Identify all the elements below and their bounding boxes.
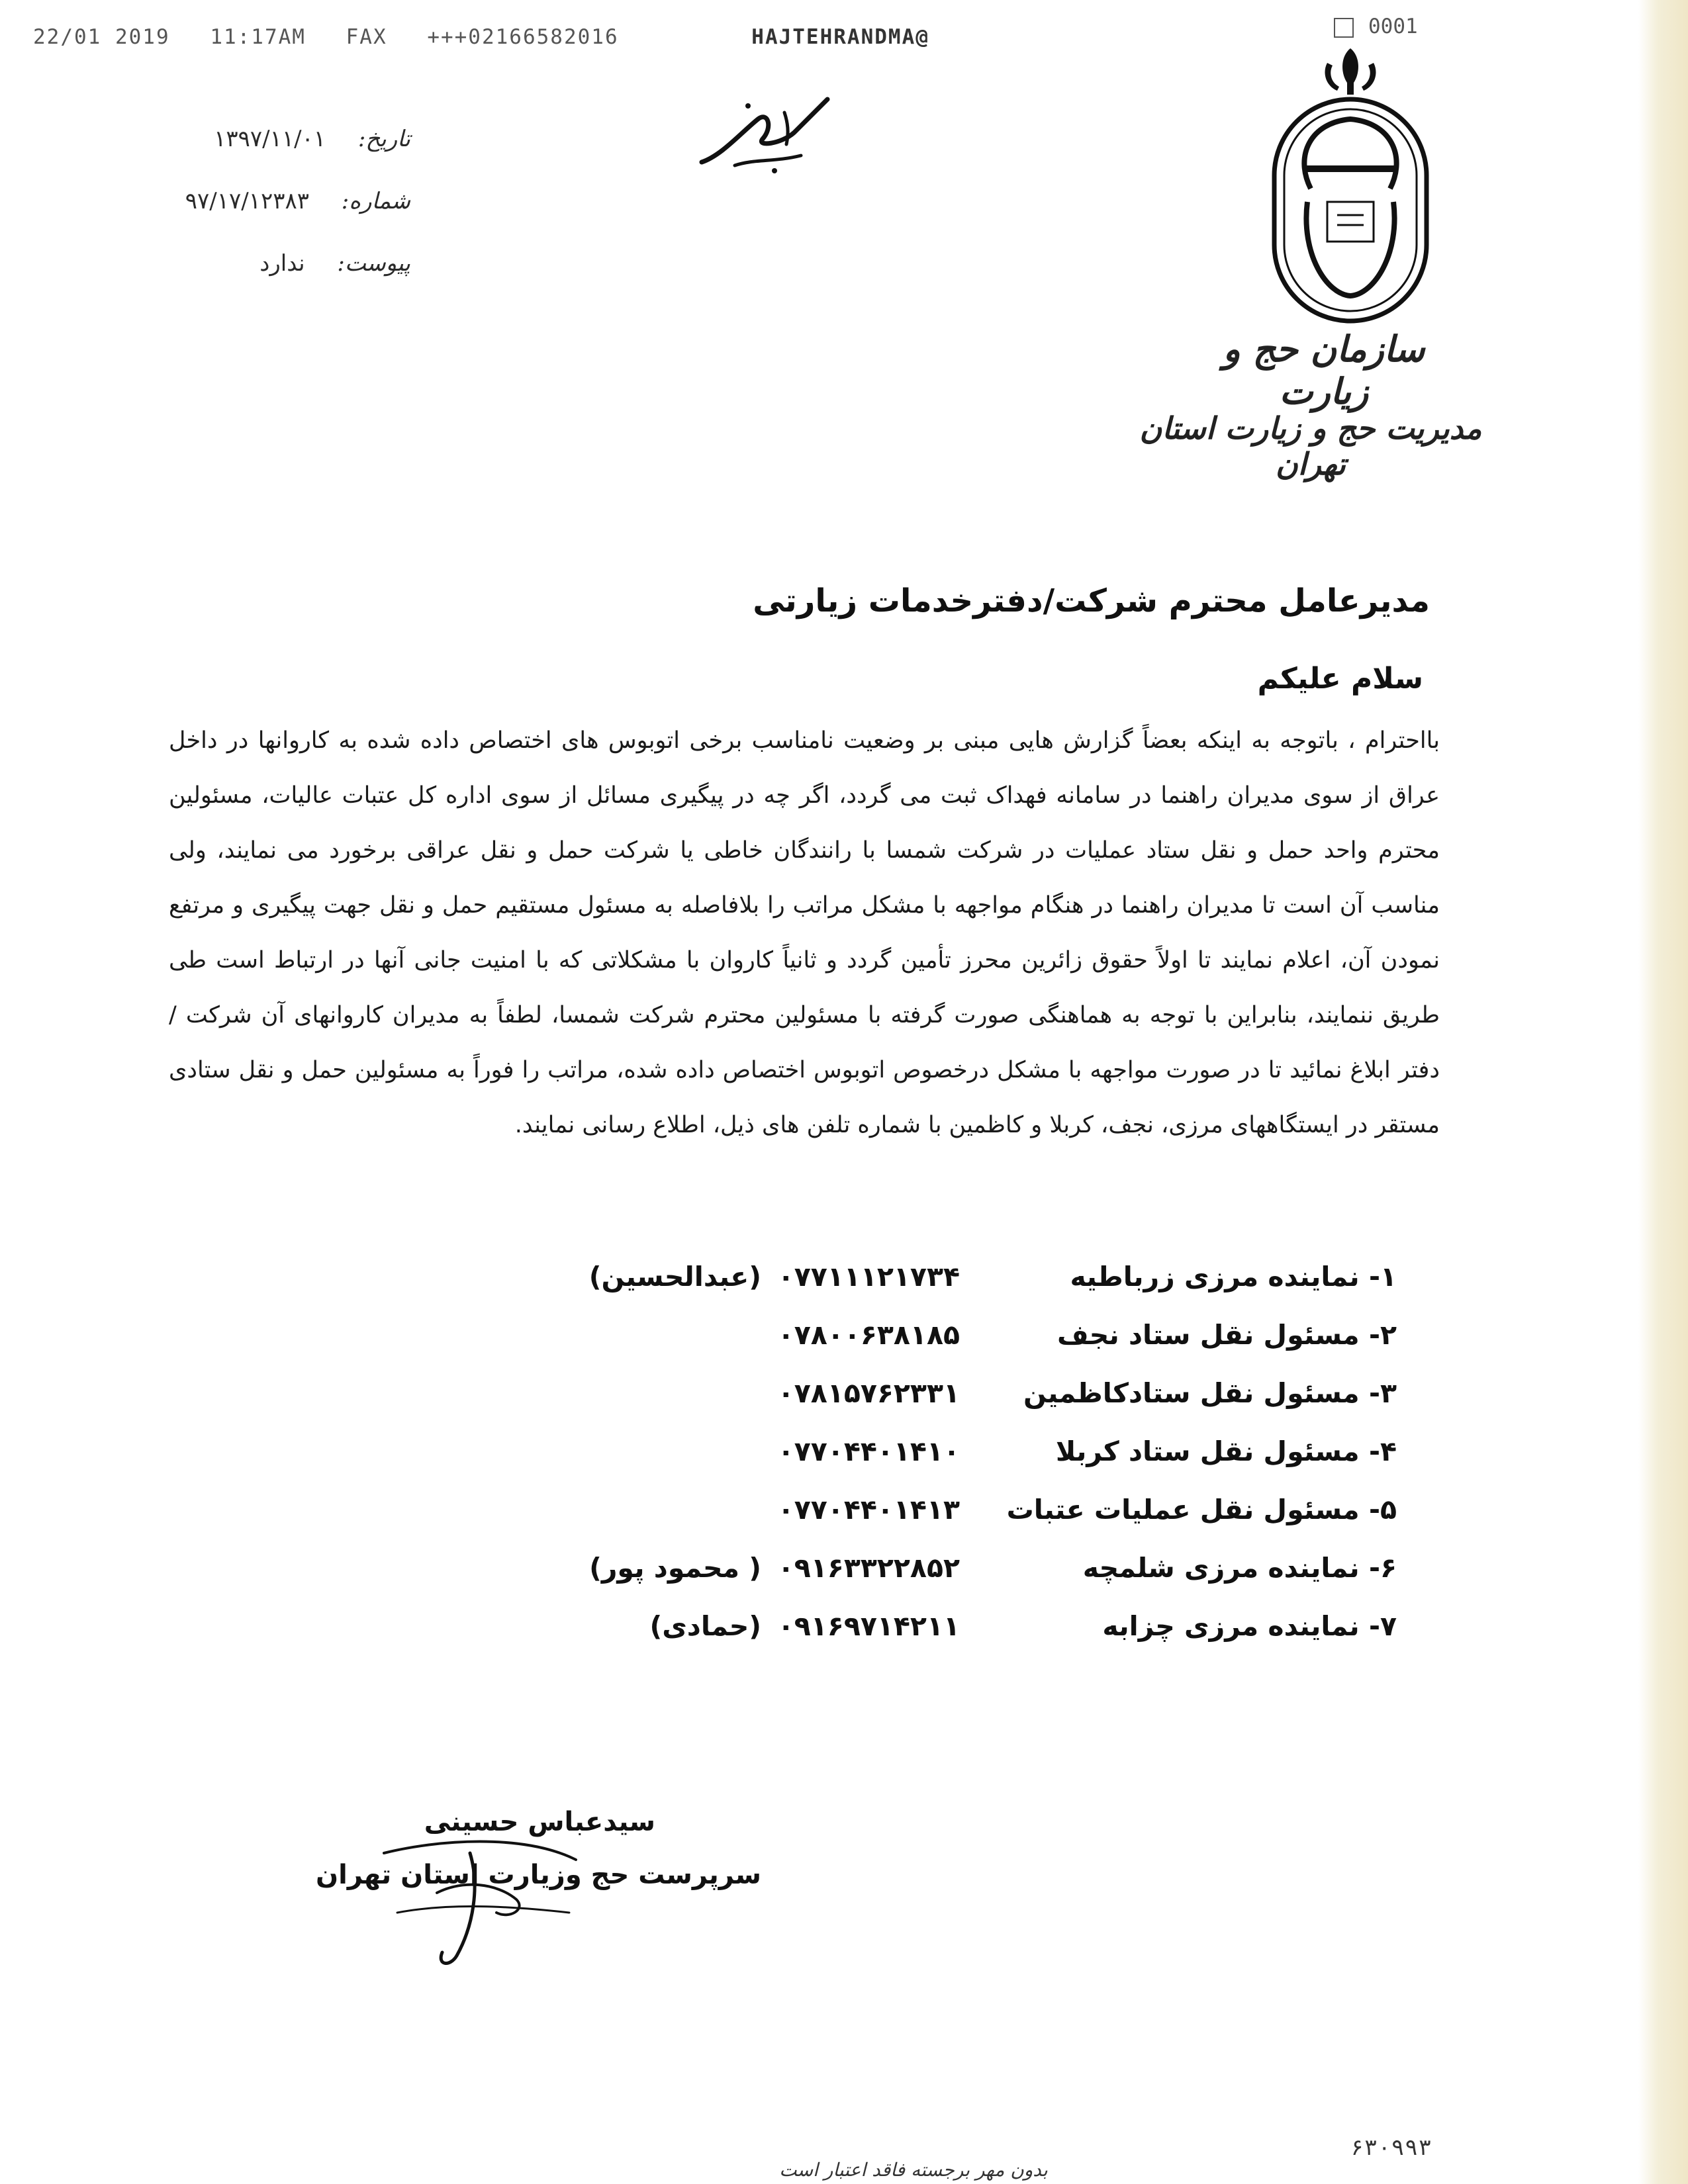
- organization-name: سازمان حج و زیارت: [1223, 328, 1425, 412]
- contact-phone: ۰۷۷۱۱۱۲۱۷۳۴: [777, 1261, 960, 1293]
- fax-header: [33, 25, 956, 49]
- fax-page: 0001: [1368, 15, 1418, 38]
- meta-date: [159, 126, 410, 188]
- contact-item: [516, 1319, 1397, 1377]
- basmala-calligraphy: [695, 93, 841, 179]
- fax-type: FAX: [346, 25, 387, 49]
- contact-phone: ۰۷۷۰۴۴۰۱۴۱۰: [777, 1435, 960, 1467]
- number-label: شماره:: [341, 188, 410, 214]
- attachment-label: پیوست:: [337, 250, 410, 277]
- fax-number: +++02166582016: [427, 25, 619, 49]
- contact-item: [516, 1610, 1397, 1668]
- contact-label: ۷- نماینده مرزی چزابه: [1102, 1610, 1397, 1642]
- footer-note: بدون مهر برجسته فاقد اعتبار است: [779, 2159, 1048, 2181]
- contact-label: ۴- مسئول نقل ستاد کربلا: [1055, 1435, 1397, 1467]
- organization-emblem-icon: [1248, 36, 1453, 328]
- department-name: مدیریت حج و زیارت استان تهران: [1139, 410, 1482, 482]
- signatory-title: سرپرست حج وزیارت استان تهران: [315, 1860, 761, 1890]
- contact-label: ۲- مسئول نقل ستاد نجف: [1056, 1319, 1397, 1351]
- contact-item: [516, 1377, 1397, 1435]
- fax-sender: HAJTEHRANDMA@: [751, 25, 929, 49]
- meta-attachment: [159, 250, 410, 312]
- checkbox-icon: [1334, 18, 1354, 38]
- contact-person: ( محمود پور): [589, 1552, 761, 1584]
- contact-label: ۵- مسئول نقل عملیات عتبات: [1006, 1494, 1397, 1525]
- date-label: تاریخ:: [357, 126, 410, 152]
- contact-phone: ۰۹۱۶۹۷۱۴۲۱۱: [777, 1610, 960, 1642]
- contact-label: ۶- نماینده مرزی شلمچه: [1082, 1552, 1397, 1584]
- handwritten-signature: [357, 1813, 622, 1972]
- contact-item: [516, 1261, 1397, 1319]
- contact-label: ۱- نماینده مرزی زرباطیه: [1070, 1261, 1397, 1293]
- signatory-name: سیدعباس حسینی: [424, 1807, 655, 1837]
- greeting: سلام علیکم: [1257, 662, 1423, 696]
- document-number: ۶۳۰۹۹۳: [1350, 2134, 1432, 2161]
- contact-phone: ۰۹۱۶۳۳۲۲۸۵۲: [777, 1552, 960, 1584]
- contact-person: (حمادی): [649, 1610, 761, 1642]
- contact-item: [516, 1435, 1397, 1494]
- letter-body: بااحترام ، باتوجه به اینکه بعضاً گزارش هایی مبنی بر وضعیت نامناسب برخی اتوبوس های اختصاص داده شده به کاروانها در داخل عراق از سوی مدیران راهنما در سامانه فهداک ثبت می گردد، اگر چه در پیگیری مسائل از سوی اداره کل عتبات عالیات، مسئولین محترم واحد حمل و نقل ستاد عملیات در شرکت شمسا با رانندگان خاطی یا شرکت حمل و نقل عراقی برخورد می نمایند، ولی مناسب آن است تا مدیران راهنما در هنگام مواجهه با مشکل مراتب را بلافاصله به مسئول مستقیم حمل و نقل جهت پیگیری و مرتفع نمودن آن، اعلام نمایند تا اولاً حقوق زائرین محرز تأمین گردد و ثانیاً کاروان با مشکلاتی که با امنیت جانی آنها در ارتباط است طی طریق ننمایند، بنابراین با توجه به هماهنگی صورت گرفته با مسئولین محترم شرکت شمسا، لطفاً به مدیران کاروانهای آن شرکت /دفتر ابلاغ نمائید تا در صورت مواجهه با مشکل درخصوص اتوبوس اختصاص داده شده، مراتب را فوراً به مسئولین حمل و نقل ستادی مستقر در ایستگاههای مرزی، نجف، کربلا و کاظمین با شماره تلفن های ذیل، اطلاع رسانی نمایند.: [169, 727, 1440, 1138]
- contact-phone: ۰۷۸۰۰۶۳۸۱۸۵: [777, 1319, 960, 1351]
- contact-label: ۳- مسئول نقل ستادکاظمین: [1023, 1377, 1397, 1409]
- date-value: ۱۳۹۷/۱۱/۰۱: [214, 126, 326, 152]
- contact-person: (عبدالحسین): [588, 1261, 761, 1293]
- attachment-value: ندارد: [259, 250, 305, 277]
- fax-time: 11:17AM: [210, 25, 306, 49]
- fax-page-number: [1334, 15, 1418, 38]
- number-value: ۹۷/۱۷/۱۲۳۸۳: [185, 188, 309, 214]
- letter-meta: [159, 126, 410, 312]
- contact-item: [516, 1552, 1397, 1610]
- paper-edge: [1638, 0, 1688, 2184]
- contact-phone: ۰۷۸۱۵۷۶۲۳۳۱: [777, 1377, 960, 1409]
- contact-list: [516, 1261, 1397, 1668]
- contact-item: [516, 1494, 1397, 1552]
- recipient: مدیرعامل محترم شرکت/دفترخدمات زیارتی: [753, 582, 1430, 619]
- meta-number: [159, 188, 410, 250]
- fax-date: 22/01 2019: [33, 25, 170, 49]
- contact-phone: ۰۷۷۰۴۴۰۱۴۱۳: [777, 1494, 960, 1525]
